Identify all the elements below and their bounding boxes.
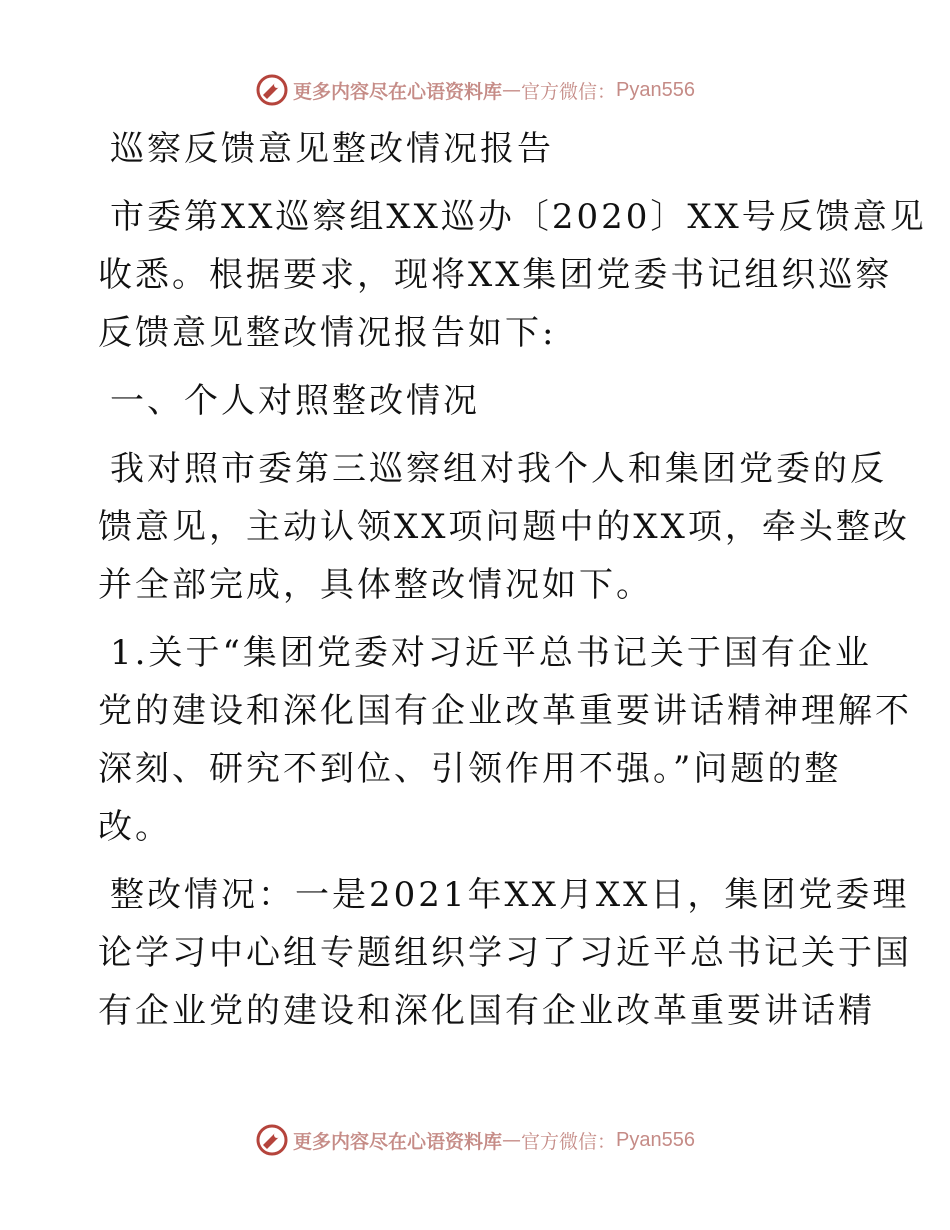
document-body — [98, 120, 927, 1040]
paragraph-line: 党的建设和深化国有企业改革重要讲话精神理解不 — [98, 691, 912, 731]
paragraph-line: 1.关于“集团党委对习近平总书记关于国有企业 — [110, 633, 872, 673]
banner-brand-text: 更多内容尽在心语资料库 — [293, 80, 503, 103]
paragraph-line: 整改情况：一是2021年XX月XX日，集团党委理 — [110, 875, 910, 915]
banner-separator: — — [502, 79, 522, 101]
document-title: 巡察反馈意见整改情况报告 — [110, 129, 554, 169]
logo-icon — [255, 73, 289, 107]
banner-separator: — — [502, 1129, 522, 1151]
paragraph-line: 馈意见，主动认领XX项问题中的XX项，牵头整改 — [98, 507, 910, 547]
banner-wechat-id: Pyan556 — [616, 78, 695, 101]
banner-wechat-label: 官方微信： — [521, 1130, 617, 1153]
section-heading: 一、个人对照整改情况 — [110, 381, 480, 421]
banner-wechat-label: 官方微信： — [521, 80, 617, 103]
paragraph-line: 并全部完成，具体整改情况如下。 — [98, 565, 653, 605]
logo-icon — [255, 1123, 289, 1157]
banner-wechat-id: Pyan556 — [616, 1128, 695, 1151]
paragraph-line: 论学习中心组专题组织学习了习近平总书记关于国 — [98, 933, 912, 973]
paragraph-line: 市委第XX巡察组XX巡办〔2020〕XX号反馈意见 — [110, 197, 927, 237]
paragraph-line: 有企业党的建设和深化国有企业改革重要讲话精 — [98, 991, 875, 1031]
header-banner — [0, 70, 950, 110]
paragraph-line: 改。 — [98, 807, 172, 847]
paragraph-line: 深刻、研究不到位、引领作用不强。”问题的整 — [98, 749, 842, 789]
banner-brand-text: 更多内容尽在心语资料库 — [293, 1130, 503, 1153]
paragraph-line: 我对照市委第三巡察组对我个人和集团党委的反 — [110, 449, 887, 489]
paragraph-line: 反馈意见整改情况报告如下: — [98, 313, 557, 353]
footer-banner — [0, 1120, 950, 1160]
paragraph-line: 收悉。根据要求，现将XX集团党委书记组织巡察 — [98, 255, 893, 295]
